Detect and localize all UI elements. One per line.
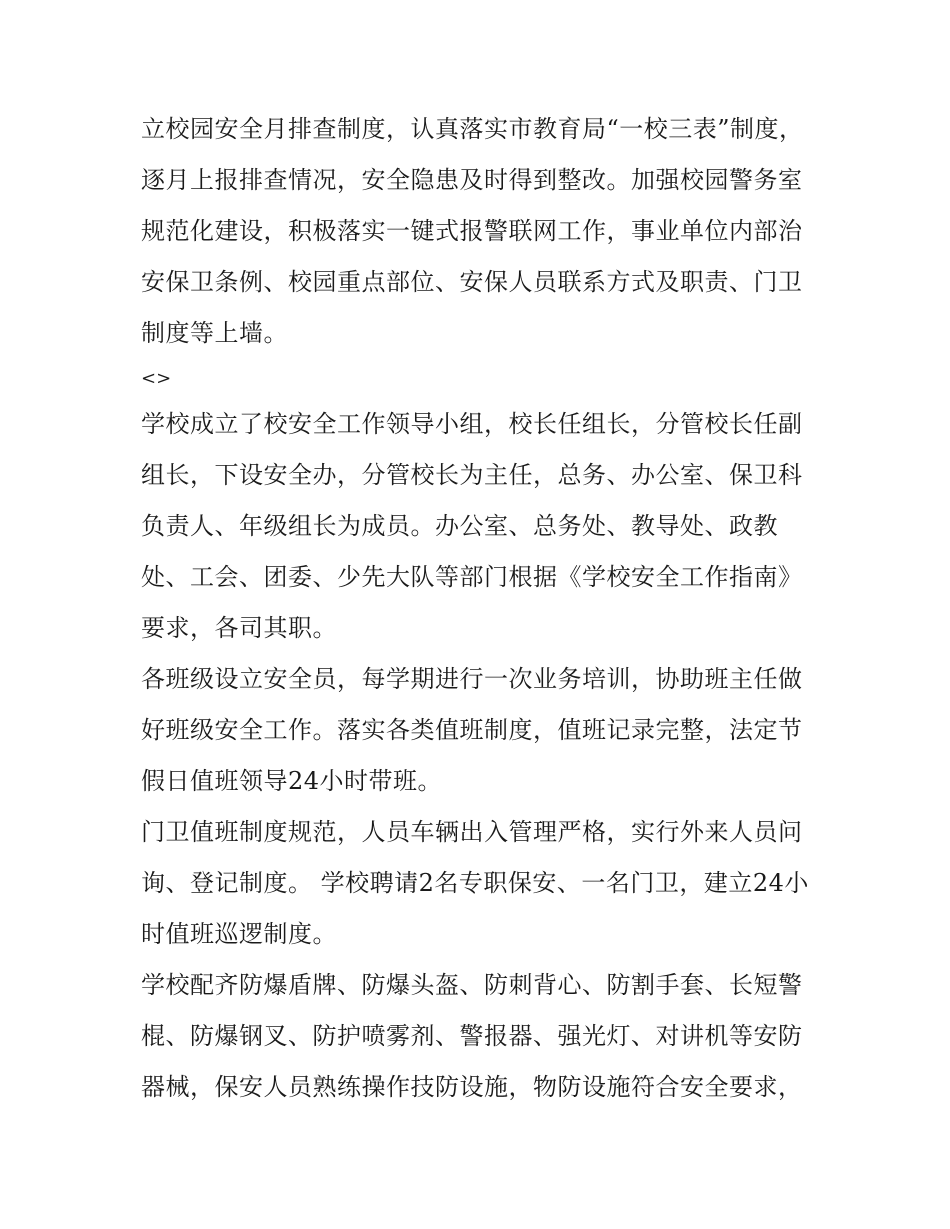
paragraph-leadership-group: 学校成立了校安全工作领导小组，校长任组长，分管校长任副组长，下设安全办，分管校长为主任，总务、办公室、保卫科负责人、年级组长为成员。办公室、总务处、教导处、政教处、工会、团委、少先大队等部门根据《学校安全工作指南》要求，各司其职。 bbox=[141, 410, 803, 642]
paragraph-gate-duty: 门卫值班制度规范，人员车辆出入管理严格，实行外来人员问询、登记制度。 学校聘请2名专职保安、一名门卫，建立24小时值班巡逻制度。 bbox=[141, 818, 809, 948]
section-marker: <> bbox=[141, 368, 172, 389]
document-body bbox=[141, 104, 816, 1113]
paragraph-security-equipment: 学校配齐防爆盾牌、防爆头盔、防刺背心、防割手套、长短警棍、防爆钢叉、防护喷雾剂、警报器、强光灯、对讲机等安防器械，保安人员熟练操作技防设施，物防设施符合安全要求， bbox=[141, 971, 803, 1101]
paragraph-class-safety-officer: 各班级设立安全员，每学期进行一次业务培训，协助班主任做好班级安全工作。落实各类值班制度，值班记录完整，法定节假日值班领导24小时带班。 bbox=[141, 665, 803, 795]
paragraph-safety-inspection: 立校园安全月排查制度，认真落实市教育局“一校三表”制度，逐月上报排查情况，安全隐患及时得到整改。加强校园警务室规范化建设，积极落实一键式报警联网工作，事业单位内部治安保卫条例、校园重点部位、安保人员联系方式及职责、门卫制度等上墙。 bbox=[141, 115, 804, 347]
